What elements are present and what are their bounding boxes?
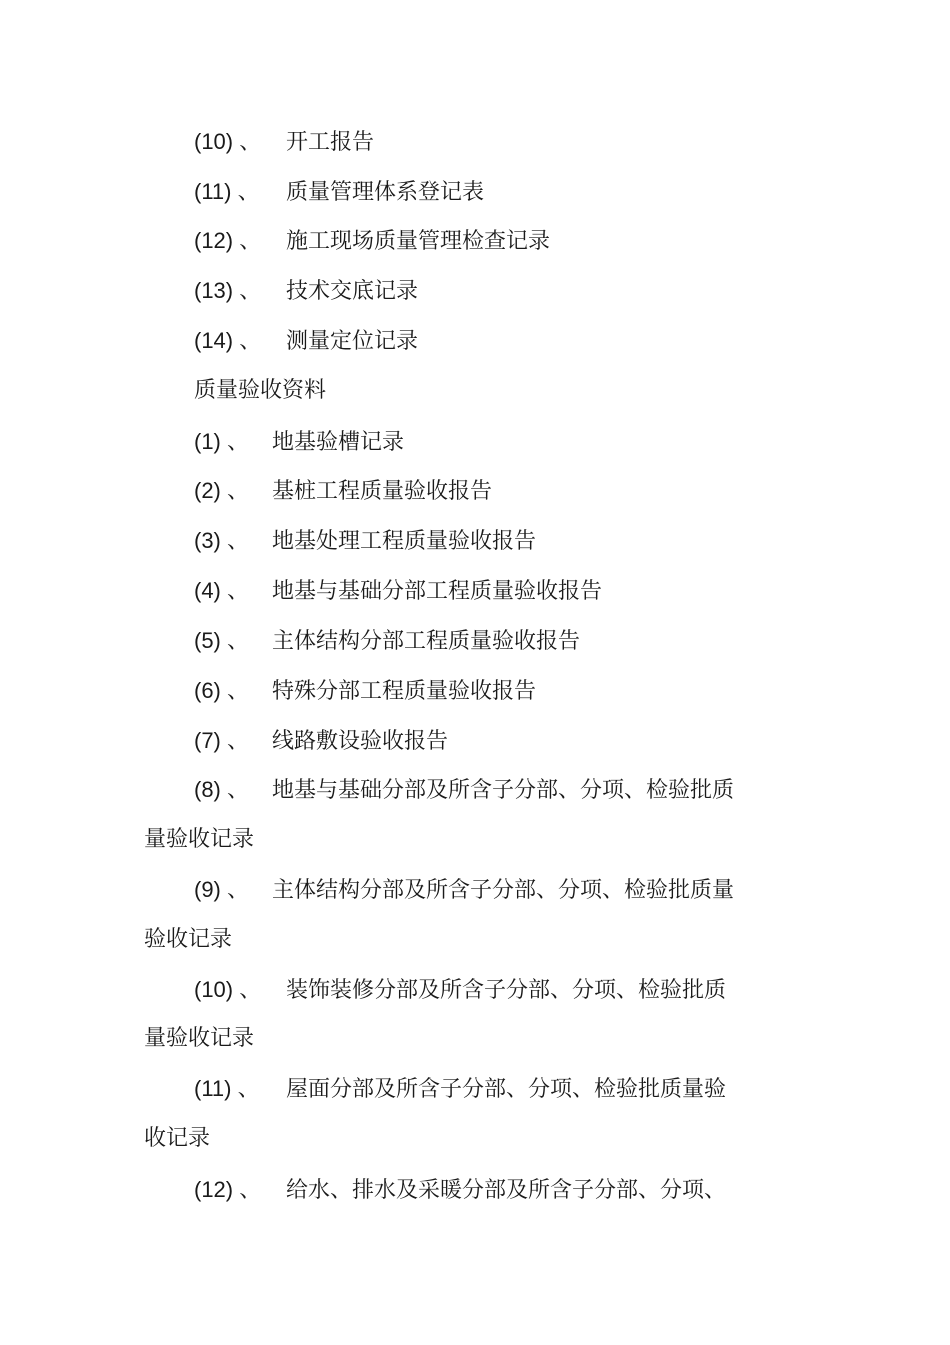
item-number: (7) 、 <box>194 728 250 753</box>
item-text: 给水、排水及采暖分部及所含子分部、分项、 <box>286 1178 727 1203</box>
item-number: (12) 、 <box>194 228 262 253</box>
item-number: (2) 、 <box>194 478 250 503</box>
list-item <box>194 476 492 507</box>
item-text: 线路敷设验收报告 <box>272 729 449 754</box>
item-text: 地基与基础分部工程质量验收报告 <box>272 579 603 604</box>
item-continuation: 验收记录 <box>144 927 233 952</box>
item-text: 基桩工程质量验收报告 <box>272 479 493 504</box>
item-number: (6) 、 <box>194 678 250 703</box>
item-number: (14) 、 <box>194 328 262 353</box>
list-item <box>194 676 536 707</box>
item-number: (11) 、 <box>194 179 260 204</box>
item-number: (3) 、 <box>194 528 250 553</box>
section-heading: 质量验收资料 <box>194 378 327 403</box>
list-item <box>194 1175 726 1206</box>
item-number: (8) 、 <box>194 777 250 802</box>
item-number: (13) 、 <box>194 278 262 303</box>
item-number: (11) 、 <box>194 1076 260 1101</box>
item-text: 地基验槽记录 <box>272 430 405 455</box>
list-item <box>194 276 418 307</box>
item-number: (5) 、 <box>194 628 250 653</box>
item-text: 测量定位记录 <box>286 329 419 354</box>
list-item <box>194 726 448 757</box>
item-text: 地基与基础分部及所含子分部、分项、检验批质 <box>272 778 735 803</box>
list-item <box>194 427 404 458</box>
item-continuation: 量验收记录 <box>144 827 255 852</box>
item-text: 装饰装修分部及所含子分部、分项、检验批质 <box>286 978 727 1003</box>
list-item <box>194 127 374 158</box>
list-item <box>194 576 602 607</box>
item-text: 特殊分部工程质量验收报告 <box>272 679 537 704</box>
item-text: 技术交底记录 <box>286 279 419 304</box>
item-number: (9) 、 <box>194 877 250 902</box>
list-item <box>194 775 734 806</box>
list-item <box>194 626 580 657</box>
item-text: 开工报告 <box>286 130 375 155</box>
list-item <box>194 1074 726 1105</box>
item-text: 主体结构分部及所含子分部、分项、检验批质量 <box>272 878 735 903</box>
item-number: (1) 、 <box>194 429 250 454</box>
list-item <box>194 975 726 1006</box>
item-number: (4) 、 <box>194 578 250 603</box>
item-text: 屋面分部及所含子分部、分项、检验批质量验 <box>286 1077 727 1102</box>
list-item <box>194 326 418 357</box>
item-continuation: 量验收记录 <box>144 1026 255 1051</box>
list-item <box>194 177 484 208</box>
item-continuation: 收记录 <box>144 1126 211 1151</box>
item-text: 地基处理工程质量验收报告 <box>272 529 537 554</box>
list-item <box>194 875 734 906</box>
item-number: (10) 、 <box>194 977 262 1002</box>
list-item <box>194 226 550 257</box>
item-text: 主体结构分部工程质量验收报告 <box>272 629 581 654</box>
item-number: (10) 、 <box>194 129 262 154</box>
item-text: 质量管理体系登记表 <box>286 180 485 205</box>
list-item <box>194 526 536 557</box>
item-number: (12) 、 <box>194 1177 262 1202</box>
item-text: 施工现场质量管理检查记录 <box>286 229 551 254</box>
